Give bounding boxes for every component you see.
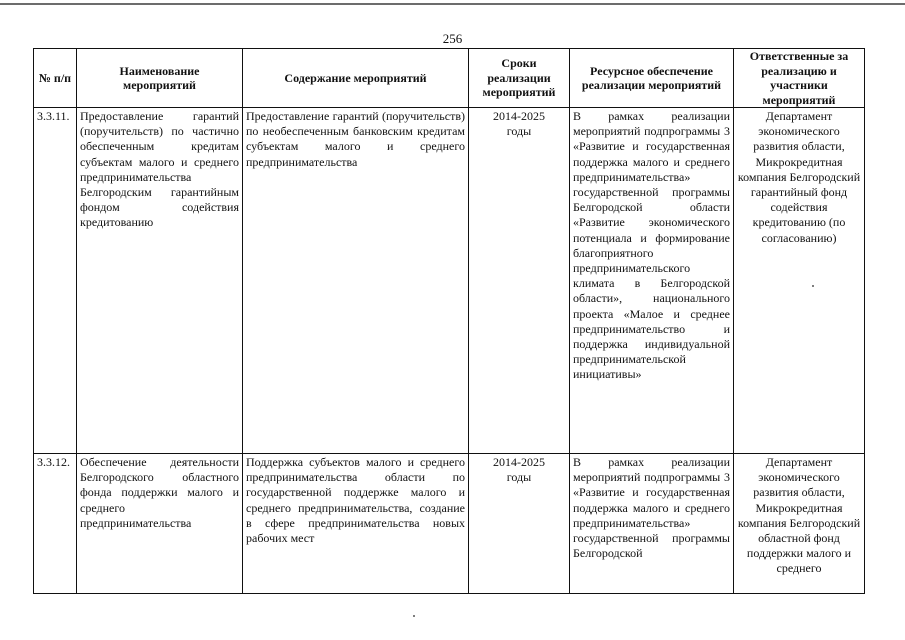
measure-responsible-cell (734, 454, 865, 594)
scan-speck (413, 615, 415, 617)
measure-resources-cell (570, 454, 734, 594)
measure-content: Предоставление гарантий (поручительств) по необеспеченным банковским кредитам субъектам малого и среднего предпринимательства (243, 108, 469, 454)
measure-terms: 2014-2025 годы (469, 108, 570, 454)
measure-responsible: Департамент экономического развития области, Микрокредитная компания Белгородский гарантийный фонд содействия кредитованию (по согласованию) (734, 108, 865, 454)
page-number: 256 (442, 31, 463, 46)
header-name: Наименование мероприятий (77, 49, 243, 108)
measure-resources: В рамках реализации мероприятий подпрограммы 3 «Развитие и государственная поддержка малого и среднего предпринимательства» государственной программы Белгородской (573, 455, 730, 561)
measures-table (33, 48, 865, 594)
header-no: № п/п (34, 49, 77, 108)
measure-content: Поддержка субъектов малого и среднего предпринимательства области по государственной поддержке малого и среднего предпринимательства, создание в сфере предпринимательства новых рабочих мест (243, 454, 469, 594)
header-resources: Ресурсное обеспечение реализации мероприятий (570, 49, 734, 108)
measure-resources: В рамках реализации мероприятий подпрограммы 3 «Развитие и государственная поддержка малого и среднего предпринимательства» государственной программы Белгородской области «Развитие экономического потенциала и формирование благоприятного предпринимательского климата в Белгородской области», национального проекта «Малое и среднее предпринимательство и поддержка индивидуальной предпринимательской инициативы» (570, 108, 734, 454)
table-row (34, 454, 865, 594)
table-row (34, 108, 865, 454)
row-number: 3.3.11. (34, 108, 77, 454)
table-header-row (34, 49, 865, 108)
measure-name: Предоставление гарантий (поручительств) по частично обеспеченным кредитам субъектам малого и среднего предпринимательства Белгородским гарантийным фондом содействия кредитованию (77, 108, 243, 454)
measure-terms: 2014-2025 годы (469, 454, 570, 594)
row-number: 3.3.12. (34, 454, 77, 594)
header-responsible: Ответственные за реализацию и участники мероприятий (734, 49, 865, 108)
header-terms: Сроки реализации мероприятий (469, 49, 570, 108)
scan-speck (812, 285, 814, 287)
measure-name: Обеспечение деятельности Белгородского областного фонда поддержки малого и среднего предпринимательства (77, 454, 243, 594)
measure-responsible: Департамент экономического развития области, Микрокредитная компания Белгородский областной фонд поддержки малого и среднего (737, 455, 861, 576)
header-content: Содержание мероприятий (243, 49, 469, 108)
scan-top-edge (0, 3, 905, 5)
